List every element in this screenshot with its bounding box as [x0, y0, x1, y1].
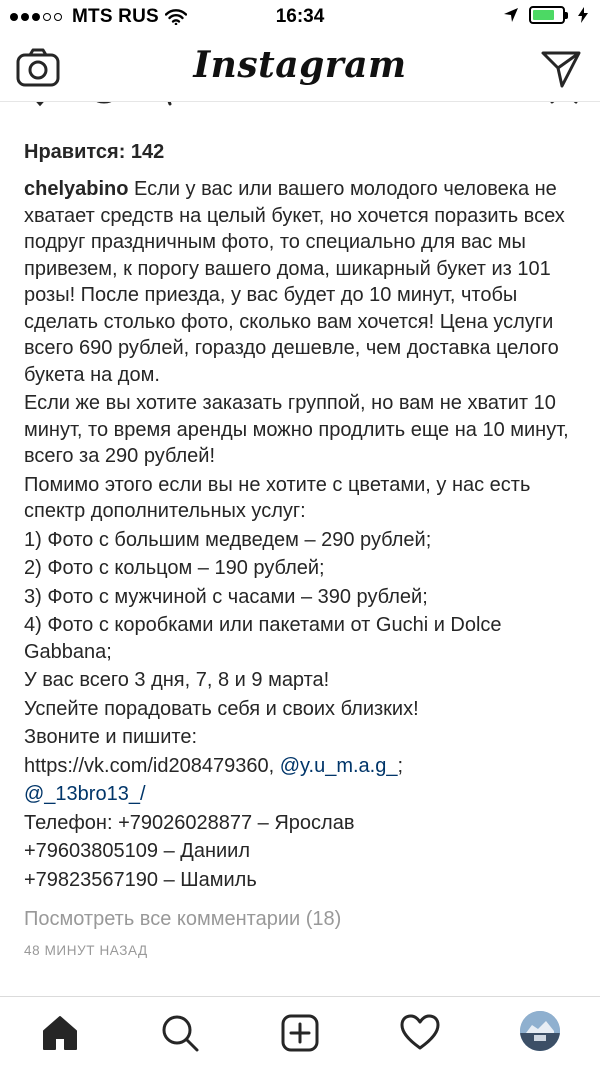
app-header: [0, 36, 600, 102]
phone-line: +79823567190 – Шамиль: [24, 868, 257, 891]
profile-avatar[interactable]: [520, 1011, 560, 1051]
profile-picture-icon: [520, 1011, 560, 1051]
status-indicators: [503, 6, 588, 24]
phone-line: Телефон: +79026028877 – Ярослав: [24, 811, 355, 834]
charging-icon: [578, 7, 588, 23]
caption-paragraph: У вас всего 3 дня, 7, 8 и 9 марта!: [24, 669, 330, 691]
tab-activity[interactable]: [400, 1013, 440, 1053]
battery-icon: [529, 6, 565, 24]
post-username[interactable]: chelyabino: [24, 178, 129, 200]
status-bar: [0, 0, 600, 36]
mention-link[interactable]: @_13bro13_/: [24, 783, 146, 805]
caption-paragraph: Если же вы хотите заказать группой, но вам не хватит 10 минут, то время аренды можно продлить еще на 10 минут, всего за 290 рублей!: [24, 392, 569, 467]
bottom-tab-bar: [0, 996, 600, 1066]
caption-paragraph: 3) Фото с мужчиной с часами – 390 рублей;: [24, 585, 428, 608]
activity-icon: [400, 1013, 440, 1053]
phone-line: +79603805109 – Даниил: [24, 840, 250, 862]
mention-link[interactable]: @y.u_m.a.g_: [279, 754, 398, 777]
post-caption: [24, 176, 584, 893]
caption-paragraph: 2) Фото с кольцом – 190 рублей;: [24, 557, 325, 579]
caption-paragraph: Успейте порадовать себя и своих близких!: [24, 697, 419, 720]
post-timestamp: 48 МИНУТ НАЗАД: [24, 943, 148, 958]
caption-paragraph: Звоните и пишите:: [24, 726, 197, 748]
caption-first-paragraph: [24, 176, 584, 388]
mention-separator: ;: [397, 754, 404, 777]
vk-link[interactable]: https://vk.com/id208479360,: [24, 754, 280, 777]
caption-text: Если у вас или вашего молодого человека не хватает средств на целый букет, но хочется поразить всех подруг праздничным фото, то специально для вас мы привезем, к порогу вашего дома, шикарный букет из 101 розы! После приезда, у вас будет до 10 минут, чтобы сделать столько фото, сколько вам хочется! Цена услуги всего 690 рублей, гораздо дешевле, чем доставка целого букета на дом.: [24, 178, 565, 386]
view-all-comments-link[interactable]: Посмотреть все комментарии (18): [24, 908, 342, 930]
battery-level: [533, 10, 554, 20]
tab-search[interactable]: [160, 1013, 200, 1053]
tab-home[interactable]: [40, 1013, 80, 1053]
caption-links: [24, 753, 584, 780]
instagram-logo: Instagram: [193, 44, 407, 86]
caption-paragraph: 1) Фото с большим медведем – 290 рублей;: [24, 528, 432, 551]
caption-mention-line: [24, 781, 584, 808]
clock: 16:34: [275, 6, 325, 27]
home-icon: [40, 1013, 80, 1053]
caption-paragraph: 4) Фото с коробками или пакетами от Guchi и Dolce Gabbana;: [24, 614, 502, 663]
direct-messages-button[interactable]: [540, 48, 582, 90]
caption-paragraph: Помимо этого если вы не хотите с цветами, у нас есть спектр дополнительных услуг:: [24, 473, 531, 522]
post-details: [24, 138, 584, 958]
direct-message-icon: [540, 48, 582, 90]
likes-count[interactable]: Нравится: 142: [24, 141, 165, 163]
location-arrow-icon: [503, 7, 519, 23]
search-icon: [160, 1013, 200, 1053]
carrier-name: MTS RUS: [72, 6, 159, 27]
tab-new-post[interactable]: [280, 1013, 320, 1053]
add-post-icon: [280, 1013, 320, 1053]
